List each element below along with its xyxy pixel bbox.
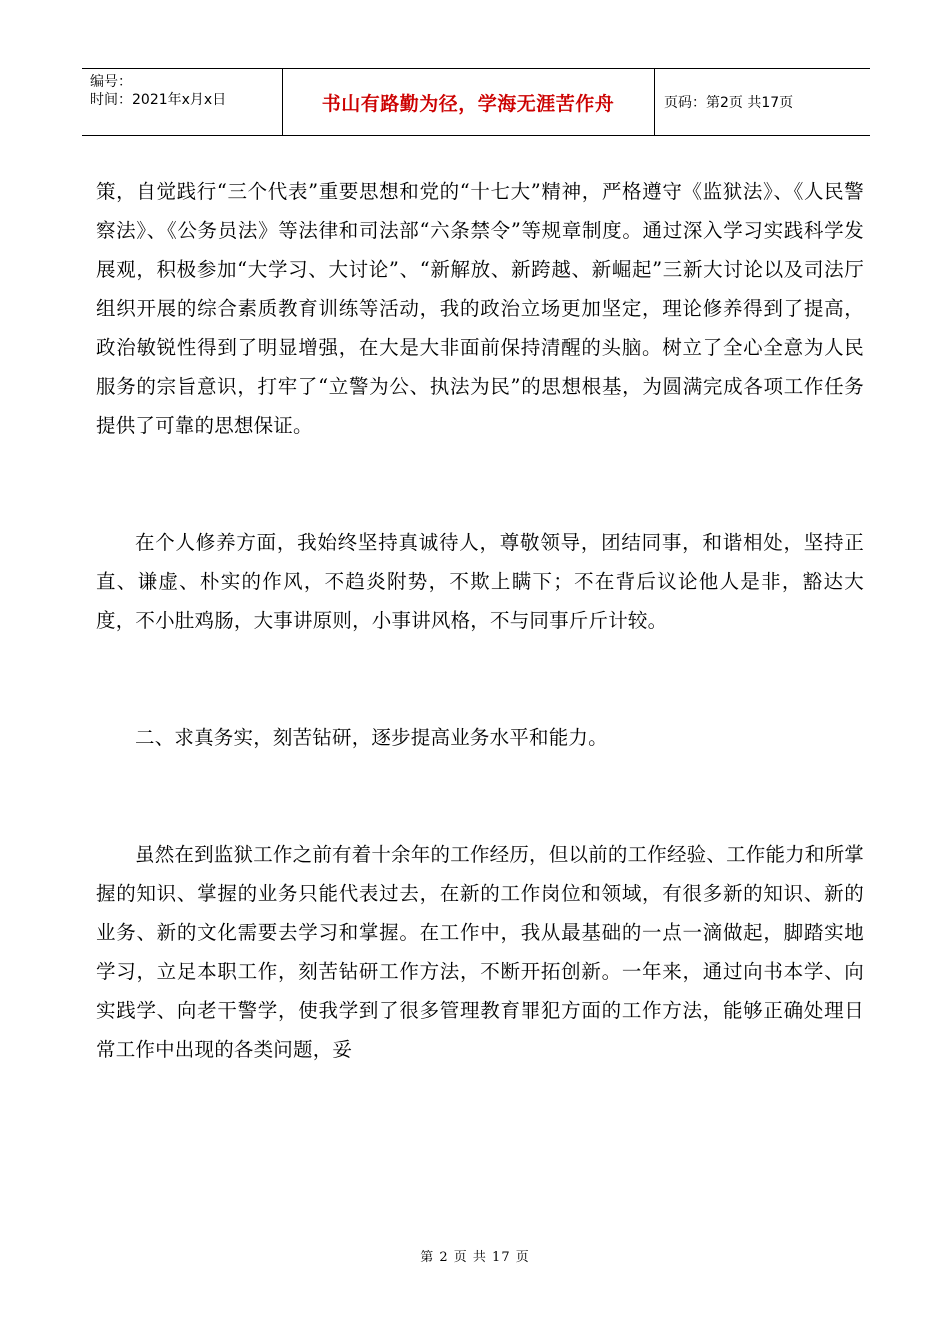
paragraph-personal-cultivation: 在个人修养方面，我始终坚持真诚待人，尊敬领导，团结同事，和谐相处，坚持正直、谦虚、朴实的作风，不趋炎附势，不欺上瞒下；不在背后议论他人是非，豁达大度，不小肚鸡肠，大事讲原则，小事讲风格，不与同事斤斤计较。 [96, 531, 864, 632]
paragraph-work-experience: 虽然在到监狱工作之前有着十余年的工作经历，但以前的工作经验、工作能力和所掌握的知识、掌握的业务只能代表过去，在新的工作岗位和领域，有很多新的知识、新的业务、新的文化需要去学习和掌握。在工作中，我从最基础的一点一滴做起，脚踏实地学习，立足本职工作，刻苦钻研工作方法，不断开拓创新。一年来，通过向书本学、向实践学、向老干警学，使我学到了很多管理教育罪犯方面的工作方法，能够正确处理日常工作中出现的各类问题，妥 [96, 843, 864, 1061]
paragraph-gap [96, 757, 864, 835]
page-header [82, 68, 870, 136]
document-date-label: 时间：2021年x月x日 [90, 92, 227, 108]
section-heading: 二、求真务实，刻苦钻研，逐步提高业务水平和能力。 [135, 726, 608, 749]
header-page-info: 页码：第2页 共17页 [664, 95, 794, 111]
document-body [96, 172, 864, 1069]
paragraph-gap [96, 640, 864, 718]
page-footer: 第 2 页 共 17 页 [420, 1250, 530, 1265]
header-divider-right [654, 69, 655, 135]
header-motto: 书山有路勤为径，学海无涯苦作舟 [321, 92, 615, 115]
paragraph-gap [96, 445, 864, 523]
paragraph-continuation: 策，自觉践行“三个代表”重要思想和党的“十七大”精神，严格遵守《监狱法》、《人民警察法》、《公务员法》等法律和司法部“六条禁令”等规章制度。通过深入学习实践科学发展观，积极参加“大学习、大讨论”、“新解放、新跨越、新崛起”三新大讨论以及司法厅组织开展的综合素质教育训练等活动，我的政治立场更加坚定，理论修养得到了提高，政治敏锐性得到了明显增强，在大是大非面前保持清醒的头脑。树立了全心全意为人民服务的宗旨意识，打牢了“立警为公、执法为民”的思想根基，为圆满完成各项工作任务提供了可靠的思想保证。 [96, 180, 864, 437]
header-left-cell [90, 69, 282, 135]
document-number-label: 编号： [90, 74, 132, 90]
